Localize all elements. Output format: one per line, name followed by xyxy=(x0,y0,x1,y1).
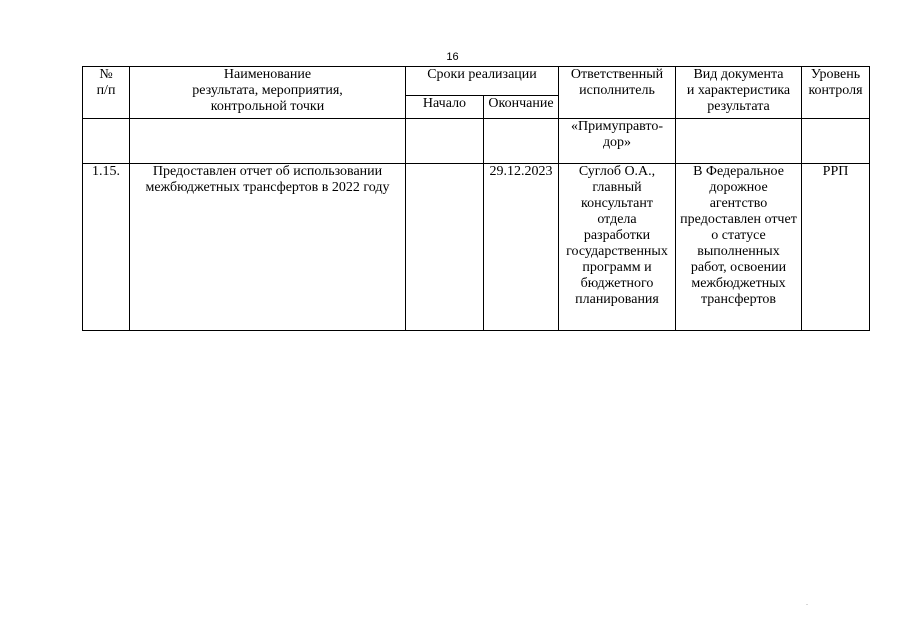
cell-end: 29.12.2023 xyxy=(484,164,559,331)
cell-name xyxy=(130,119,406,164)
header-start: Начало xyxy=(406,96,484,119)
cell-number xyxy=(83,119,130,164)
header-number: № п/п xyxy=(83,67,130,119)
cell-start xyxy=(406,164,484,331)
header-end: Окончание xyxy=(484,96,559,119)
header-name: Наименование результата, мероприятия, контрольной точки xyxy=(130,67,406,119)
scan-speck: . xyxy=(806,598,808,607)
header-dates: Сроки реализации xyxy=(406,67,559,96)
page-number: 16 xyxy=(446,51,459,63)
table-row xyxy=(83,119,870,164)
plan-table xyxy=(82,66,870,331)
cell-responsible: «Примуправто- дор» xyxy=(559,119,676,164)
cell-level: РРП xyxy=(802,164,870,331)
header-responsible: Ответственный исполнитель xyxy=(559,67,676,119)
cell-responsible: Суглоб О.А., главный консультант отдела разработки государственных программ и бюджетного планирования xyxy=(559,164,676,331)
cell-number: 1.15. xyxy=(83,164,130,331)
cell-document: В Федеральное дорожное агентство предоставлен отчет о статусе выполненных работ, освоении межбюджетных трансфертов xyxy=(676,164,802,331)
cell-level xyxy=(802,119,870,164)
cell-document xyxy=(676,119,802,164)
header-document: Вид документа и характеристика результата xyxy=(676,67,802,119)
cell-end xyxy=(484,119,559,164)
cell-name: Предоставлен отчет об использовании межбюджетных трансфертов в 2022 году xyxy=(130,164,406,331)
cell-start xyxy=(406,119,484,164)
header-level: Уровень контроля xyxy=(802,67,870,119)
table-row xyxy=(83,164,870,331)
